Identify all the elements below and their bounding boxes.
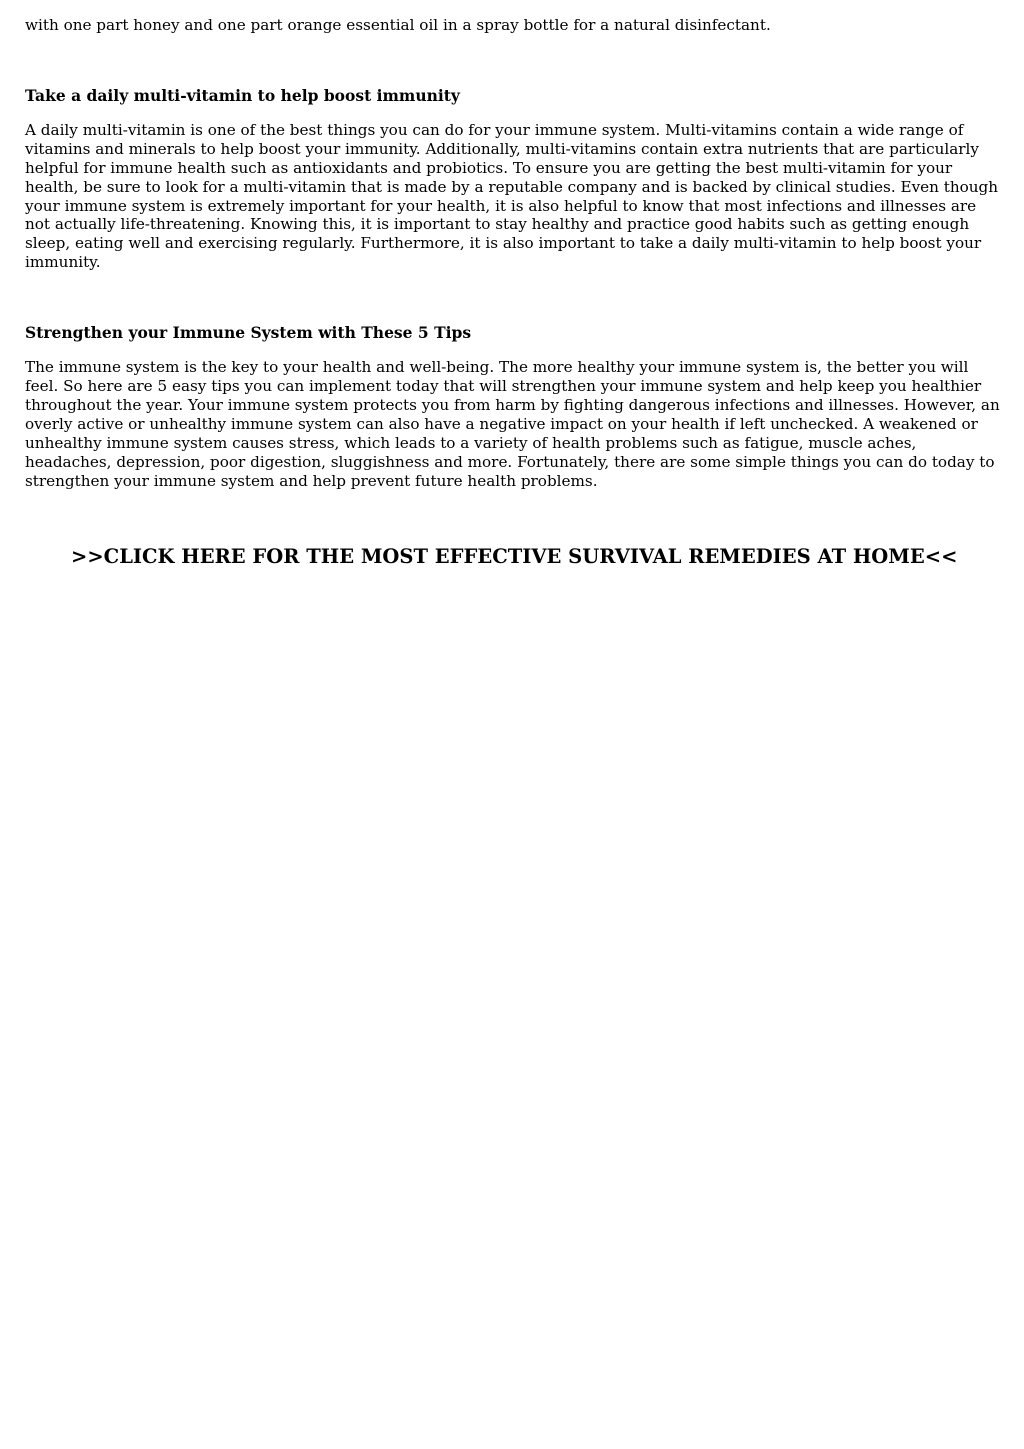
lead-paragraph: with one part honey and one part orange essential oil in a spray bottle for a natural disinfectant. [25, 16, 771, 34]
section-body-multivitamin: A daily multi-vitamin is one of the best things you can do for your immune system. Multi-vitamins contain a wide range of vitamins and minerals to help boost your immunity. Additionally, multi-vitamins contain extra nutrients that are particularly helpful for immune health such as antioxidants and probiotics. To ensure you are getting the best multi-vitamin for your health, be sure to look for a multi-vitamin that is made by a reputable company and is backed by clinical studies. Even though your immune system is extremely important for your health, it is also helpful to know that most infections and illnesses are not actually life-threatening. Knowing this, it is important to stay healthy and practice good habits such as getting enough sleep, eating well and exercising regularly. Furthermore, it is also important to take a daily multi-vitamin to help boost your immunity. [25, 120, 999, 272]
document-page [25, 16, 1000, 569]
section-heading-immune-tips: Strengthen your Immune System with These 5 Tips [25, 323, 472, 343]
section-heading-multivitamin: Take a daily multi-vitamin to help boost immunity [25, 85, 460, 105]
cta-link[interactable]: >>CLICK HERE FOR THE MOST EFFECTIVE SURVIVAL REMEDIES AT HOME<< [71, 544, 958, 568]
section-body-immune-tips: The immune system is the key to your health and well-being. The more healthy your immune system is, the better you will feel. So here are 5 easy tips you can implement today that will strengthen your immune system and help keep you healthier throughout the year. Your immune system protects you from harm by fighting dangerous infections and illnesses. However, an overly active or unhealthy immune system can also have a negative impact on your health if left unchecked. A weakened or unhealthy immune system causes stress, which leads to a variety of health problems such as fatigue, muscle aches, headaches, depression, poor digestion, sluggishness and more. Fortunately, there are some simple things you can do today to strengthen your immune system and help prevent future health problems. [25, 358, 1000, 490]
